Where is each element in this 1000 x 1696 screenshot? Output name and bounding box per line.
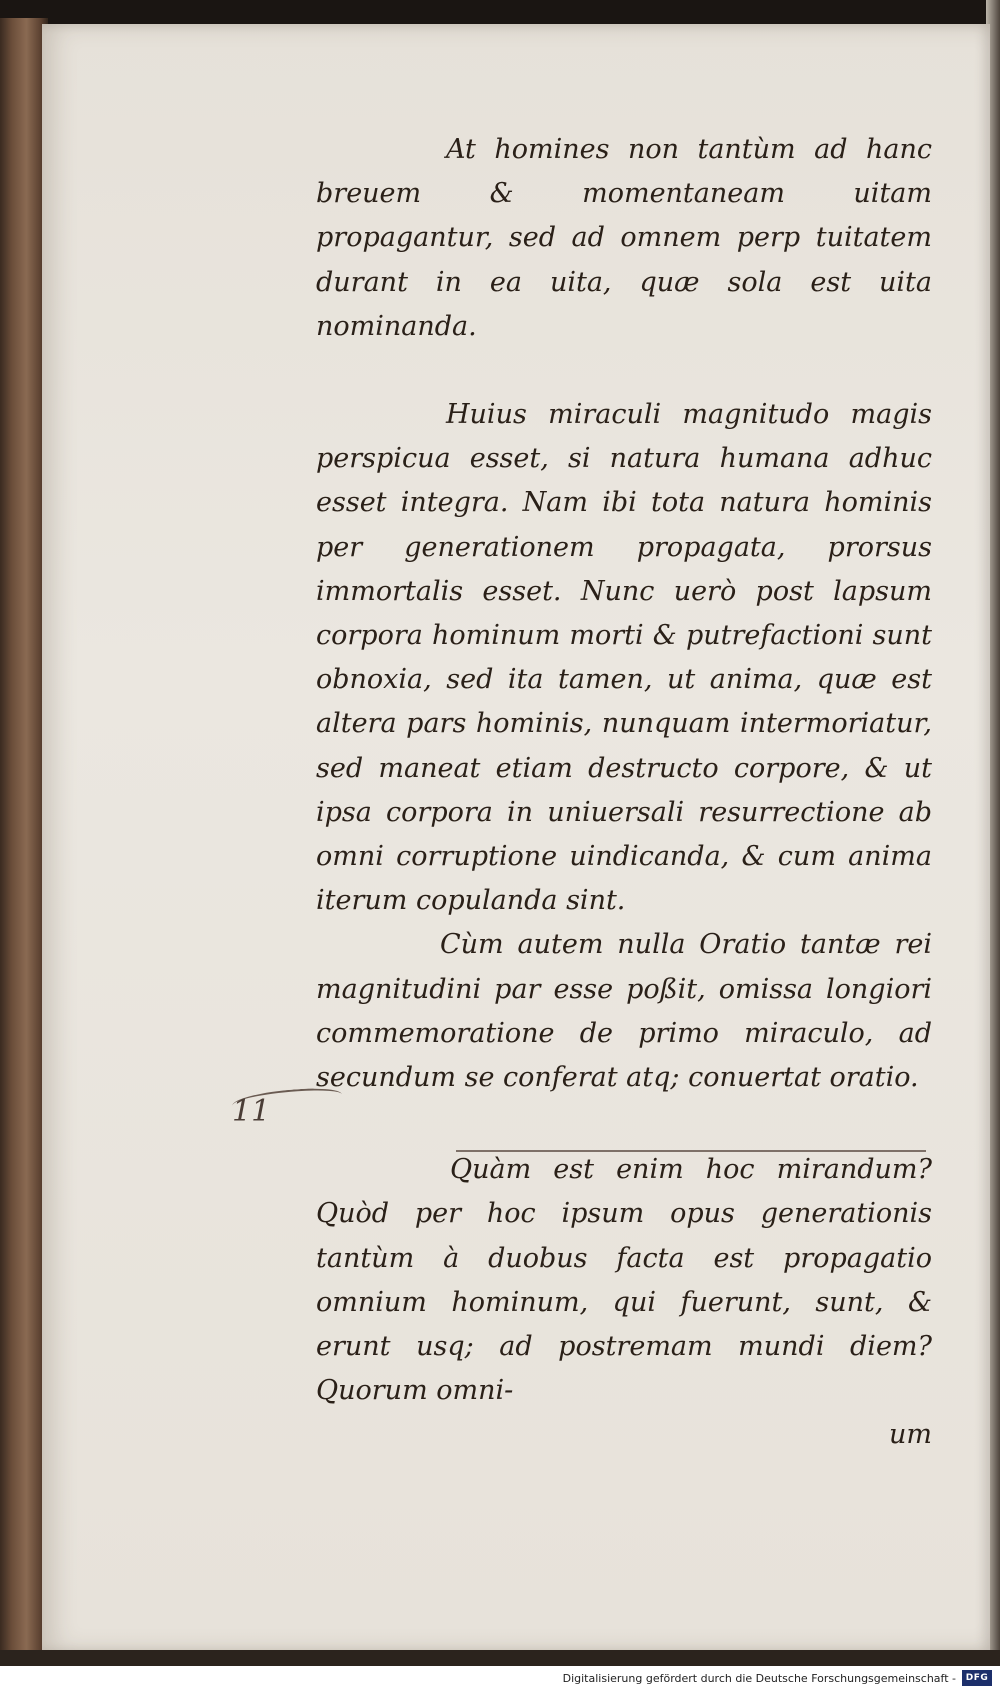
footer (0, 1666, 1000, 1696)
catchword: um (889, 1419, 932, 1451)
paragraph-3: Cùm autem nulla Oratio tantæ rei magnitudini par esse poßit, omissa longiori commemoratione de primo miraculo, ad secundum se conferat atq; conuertat oratio. (316, 929, 932, 1094)
footer-credit: Digitalisierung gefördert durch die Deutsche Forschungsgemeinschaft - (562, 1672, 956, 1685)
dfg-logo-icon: DFG (962, 1670, 992, 1686)
book-binding (0, 18, 48, 1658)
marginal-note: 11 (232, 1094, 271, 1129)
paragraph-4: Quàm est enim hoc mirandum? Quòd per hoc ipsum opus generationis tantùm à duobus facta est propagatio omnium hominum, qui fuerunt, sunt, & erunt usq; ad postremam mundi diem? Quorum omni- (316, 1154, 932, 1407)
paragraph-2: Huius miraculi magnitudo magis perspicua esset, si natura humana adhuc esset integra. Nam ibi tota natura hominis per generationem propagata, prorsus immortalis esset. Nunc uerò post lapsum corpora hominum morti & putrefactioni sunt obnoxia, sed ita tamen, ut anima, quæ est altera pars hominis, nunquam intermoriatur, sed maneat etiam destructo corpore, & ut ipsa corpora in uniuersali resurrectione ab omni corruptione uindicanda, & cum anima iterum copulanda sint. (316, 399, 932, 917)
scan-bottom-edge (0, 1650, 1000, 1666)
page-text (316, 128, 932, 1458)
pen-underline (456, 1150, 926, 1152)
scan-top-edge (0, 0, 1000, 26)
paragraph-1: At homines non tantùm ad hanc breuem & momentaneam uitam propagantur, sed ad omnem perp tuitatem durant in ea uita, quæ sola est uita nominanda. (316, 134, 932, 342)
